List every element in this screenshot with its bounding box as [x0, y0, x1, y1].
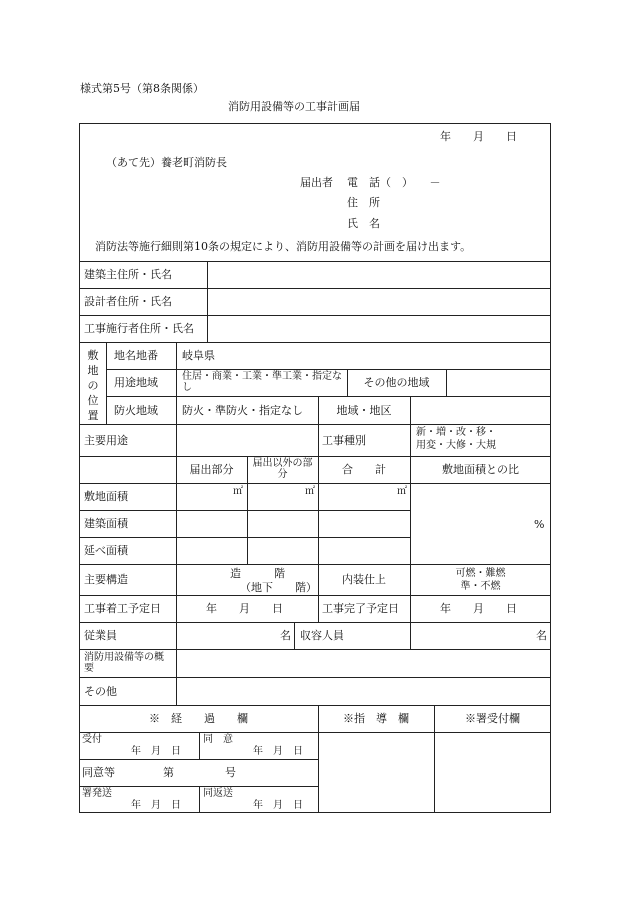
use-zone-options[interactable]: 住居・商業・工業・準工業・指定なし: [182, 371, 342, 393]
structure-label: 主要構造: [84, 573, 128, 586]
consent-label: 同 意: [203, 734, 233, 745]
contractor-field[interactable]: [210, 317, 548, 340]
notifier-label: 届出者: [300, 176, 333, 189]
capacity-label: 収容人員: [300, 629, 344, 642]
work-type-options-2[interactable]: 用変・大修・大規: [416, 440, 496, 451]
main-use-label: 主要用途: [84, 433, 128, 447]
capacity-unit: 名: [536, 629, 547, 642]
main-use-field[interactable]: [179, 427, 315, 453]
unit-notified: ㎡: [233, 486, 243, 497]
received-label: 受付: [82, 734, 102, 745]
end-date-label: 工事完了予定日: [322, 602, 399, 615]
outline-field[interactable]: [179, 651, 548, 675]
consent-date: 年 月 日: [253, 746, 303, 757]
submission-date: 年 月 日: [440, 130, 517, 143]
phone-field[interactable]: 電 話（ ） －: [347, 176, 441, 189]
col-notified: 届出部分: [189, 463, 234, 476]
designer-field[interactable]: [210, 290, 548, 313]
addressee: （あて先）養老町消防長: [106, 156, 227, 169]
ratio-percent: %: [534, 518, 545, 531]
workers-unit: 名: [280, 629, 291, 642]
interior-options-2[interactable]: 準・不燃: [460, 581, 501, 592]
unit-other: ㎡: [305, 486, 315, 497]
building-area-label: 建築面積: [84, 517, 128, 530]
unit-total: ㎡: [397, 486, 407, 497]
guidance-header: ※指 導 欄: [343, 712, 409, 725]
returned-date: 年 月 日: [253, 800, 303, 811]
consent-no-label: 同意等: [82, 766, 115, 779]
received-date: 年 月 日: [131, 746, 181, 757]
sent-label: 署発送: [82, 788, 112, 799]
col-ratio: 敷地面積との比: [442, 463, 519, 476]
statement-text: 消防法等施行細則第10条の規定により、消防用設備等の計画を届け出ます。: [95, 240, 472, 253]
start-date-field[interactable]: 年 月 日: [206, 602, 283, 615]
outline-label: 消防用設備等の概要: [84, 652, 164, 674]
work-type-options-1[interactable]: 新・増・改・移・: [416, 427, 496, 438]
returned-label: 同返送: [203, 788, 233, 799]
form-title: 消防用設備等の工事計画届: [228, 100, 360, 113]
contractor-label: 工事施行者住所・氏名: [84, 322, 194, 335]
consent-no-go: 号: [225, 766, 236, 779]
other-label: その他: [84, 684, 117, 698]
progress-header: ※ 経 過 欄: [149, 712, 248, 725]
structure-floors[interactable]: 造 階: [230, 567, 285, 580]
workers-label: 従業員: [84, 629, 117, 642]
interior-options-1[interactable]: 可燃・難燃: [455, 568, 506, 579]
form-number: 様式第5号（第8条関係）: [80, 82, 204, 95]
designer-label: 設計者住所・氏名: [84, 295, 172, 308]
other-field[interactable]: [179, 679, 548, 703]
reception-header: ※署受付欄: [465, 712, 520, 725]
district-label: 地域・地区: [336, 403, 392, 417]
site-location-label: 敷地の位置: [87, 349, 99, 422]
owner-field[interactable]: [210, 263, 548, 286]
lot-value[interactable]: 岐阜県: [182, 349, 215, 362]
col-total: 合 計: [342, 463, 386, 476]
sent-date: 年 月 日: [131, 800, 181, 811]
floor-area-label: 延べ面積: [84, 544, 128, 557]
owner-label: 建築主住所・氏名: [84, 268, 172, 281]
col-other: 届出以外の部分: [252, 458, 313, 480]
use-zone-label: 用途地域: [114, 376, 158, 389]
lot-label: 地名地番: [114, 349, 158, 362]
site-area-label: 敷地面積: [84, 490, 128, 503]
consent-no-dai: 第: [163, 766, 174, 779]
other-zone-label: その他の地域: [363, 376, 430, 389]
end-date-field[interactable]: 年 月 日: [440, 602, 517, 615]
start-date-label: 工事着工予定日: [84, 602, 161, 615]
fire-zone-label: 防火地域: [114, 403, 158, 417]
work-type-label: 工事種別: [322, 433, 366, 447]
interior-label: 内装仕上: [342, 573, 386, 586]
address-field[interactable]: 住 所: [347, 196, 380, 209]
structure-basement[interactable]: （地下 階）: [240, 581, 317, 594]
fire-zone-options[interactable]: 防火・準防火・指定なし: [182, 403, 303, 417]
name-field[interactable]: 氏 名: [347, 217, 380, 230]
